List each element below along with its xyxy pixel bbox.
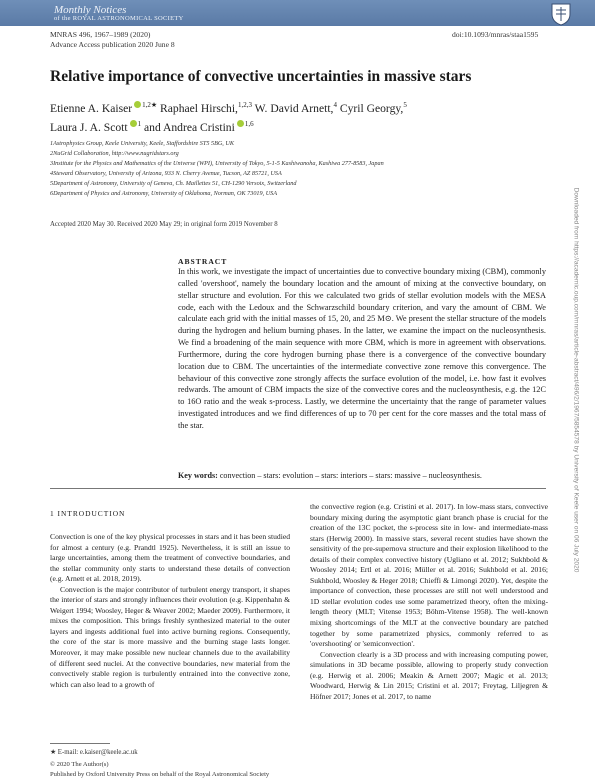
abstract-heading: ABSTRACT [178, 257, 228, 266]
author-affil-mark: 1 [137, 120, 142, 129]
left-column [50, 532, 290, 690]
author-name[interactable]: Etienne A. Kaiser [50, 102, 133, 115]
orcid-icon[interactable] [130, 120, 137, 127]
section-heading: 1 INTRODUCTION [50, 509, 126, 518]
author-name[interactable]: Raphael Hirschi, [160, 102, 238, 115]
journal-name: Monthly Notices [54, 4, 127, 16]
section-divider [50, 488, 546, 489]
orcid-icon[interactable] [237, 120, 244, 127]
accepted-dates: Accepted 2020 May 30. Received 2020 May 29; in original form 2019 November 8 [50, 221, 278, 228]
journal-society: of the ROYAL ASTRONOMICAL SOCIETY [54, 15, 184, 22]
keywords [178, 471, 558, 480]
orcid-icon[interactable] [134, 101, 141, 108]
keywords-text: convection – stars: evolution – stars: interiors – stars: massive – nucleosynthesis. [219, 471, 482, 480]
affiliation: 3Institute for the Physics and Mathematics of the Universe (WPI), University of Tokyo, 5-1-5 Kashiwanoha, Kashiwa 277-8583, Japan [50, 159, 384, 167]
copyright: © 2020 The Author(s) [50, 761, 109, 768]
author-affil-mark: 5 [403, 101, 407, 110]
affiliations [50, 139, 384, 198]
affiliation: 2NuGrid Collaboration, http://www.nugridstars.org [50, 149, 179, 157]
citation: MNRAS 496, 1967–1989 (2020) [50, 30, 151, 39]
paragraph: Convection is one of the key physical processes in stars and it has been studied for almost a century (e.g. Prandtl 1925). Nevertheless, it is still an issue to large uncertainties, among them the treatment of convective boundaries, and the stellar community only starts to understand these details of convection (e.g. Arnett et al. 2018, 2019). [50, 532, 290, 584]
footnote-rule [50, 743, 110, 744]
author-affil-mark: 1,2★ [142, 101, 158, 110]
journal-banner [0, 0, 595, 26]
doi[interactable]: doi:10.1093/mnras/staa1595 [452, 30, 539, 39]
author-name[interactable]: and Andrea Cristini [144, 121, 235, 134]
society-crest-icon [548, 2, 574, 26]
right-column [310, 502, 548, 702]
paper-title: Relative importance of convective uncertainties in massive stars [50, 68, 472, 85]
advance-access: Advance Access publication 2020 June 8 [50, 40, 175, 49]
affiliation: 5Department of Astronomy, University of Geneva, Ch. Maillettes 51, CH-1290 Versoix, Switzerland [50, 179, 297, 187]
author-name[interactable]: W. David Arnett, [254, 102, 334, 115]
paragraph: Convection clearly is a 3D process and with increasing computing power, simulations in 3D became possible, allowing to properly study convection (e.g. Herwig et al. 2006; Meakin & Arnett 2007; Magic et al. 2013; Woodward, Herwig & Lin 2015; Cristini et al. 2017; Freytag, Liljegren & Höfner 2017; Jones et al. 2017, to name [310, 649, 548, 701]
author-line-2 [50, 120, 254, 134]
author-name[interactable]: Laura J. A. Scott [50, 121, 128, 134]
paragraph: the convective region (e.g. Cristini et al. 2017). In low-mass stars, convective boundary mixing during the asymptotic giant branch phase is crucial for the creation of the 13C pocket, the s-process site in low- and intermediate-mass stars (Herwig 2000). In massive stars, several recent studies have shown the sensitivity of the pre-supernova structure and their explosion likelihood to the details of their complex convective history (Ugliano et al. 2012; Sukhbold & Woosley 2014; Ertl et al. 2016; Müller et al. 2016; Sukhbold et al. 2016; Sukhbold, Woosley & Heger 2018; Chieffi & Limongi 2020). Yet, despite the importance of convection, these processes are still not well understood and 1D stellar evolution codes use some parametrized theory, often the mixing-length theory (MLT; Vitense 1953; Böhm-Vitense 1958). The well-known mixing shortcomings of the MLT at the convective boundary are patched together by some parametrized physics, commonly referred to as 'overshooting' or 'semiconvection'. [310, 502, 548, 649]
author-affil-mark: 1,6 [244, 120, 254, 129]
paragraph: Convection is the major contributor of turbulent energy transport, it shapes the interior of stars and strongly influences their evolution (e.g. Kippenhahn & Weigert 1994; Woosley, Heger & Weaver 2002; Maeder 2009). Furthermore, it mixes the composition. This brings freshly synthesized material to the outer layers and ingests additional fuel into active burning regions. Consequently, the core of the star is more massive and the burning stage lasts longer. Moreover, it may make possible new nuclear channels due to the availability of different seed nuclei. At the convective boundaries, new material from the convectively stable region is turbulently entrained into the convective zone, which can also lead to a growth of [50, 584, 290, 689]
affiliation: 1Astrophysics Group, Keele University, Keele, Staffordshire ST5 5BG, UK [50, 140, 235, 147]
download-sidebar [566, 160, 586, 600]
author-name[interactable]: Cyril Georgy, [339, 102, 404, 115]
download-note: Downloaded from https://academic.oup.com/mnras/article-abstract/496/2/1967/5854578 by University of Keele user on 06 July 2020 [572, 187, 580, 573]
publisher: Published by Oxford University Press on behalf of the Royal Astronomical Society [50, 771, 270, 778]
author-affil-mark: 4 [333, 101, 337, 110]
affiliation: 4Steward Observatory, University of Arizona, 933 N. Cherry Avenue, Tucson, AZ 85721, USA [50, 169, 282, 177]
affiliation: 6Department of Physics and Astronomy, University of Oklahoma, Norman, OK 73019, USA [50, 189, 278, 197]
keywords-label: Key words: [178, 471, 218, 480]
footnote-email[interactable]: ★ E-mail: e.kaiser@keele.ac.uk [50, 749, 138, 756]
author-line-1 [50, 101, 407, 115]
author-affil-mark: 1,2,3 [237, 101, 252, 110]
abstract-text: In this work, we investigate the impact of uncertainties due to convective boundary mixing (CBM), commonly called 'overshoot', namely the boundary location and the amount of mixing at the convective boundary, on stellar structure and evolution. For this we calculated two grids of stellar evolution models with the MESA code, each with the Ledoux and the Schwarzschild boundary criterion, and vary the amount of CBM. We calculate each grid with the initial masses of 15, 20, and 25 M⊙. We present the stellar structure of the models during the hydrogen and helium burning phases. In the latter, we examine the impact on the nucleosynthesis. We find a broadening of the main sequence with more CBM, which is more in agreement with observations. Furthermore, during the core hydrogen burning phase there is a convergence of the convective boundary location due to CBM. The uncertainties of the intermediate convective zone remove this convergence. The behaviour of this convective zone strongly affects the surface evolution of the model, i.e. how fast it evolves redwards. The amount of CBM impacts the size of the convective cores and the nucleosynthesis, e.g. the 12C to 16O ratio and the weak s-process. Lastly, we determine the uncertainty that the range of parameter values investigated introduces and we find differences of up to 70 per cent for the core masses and the total mass of the star. [178, 267, 546, 430]
